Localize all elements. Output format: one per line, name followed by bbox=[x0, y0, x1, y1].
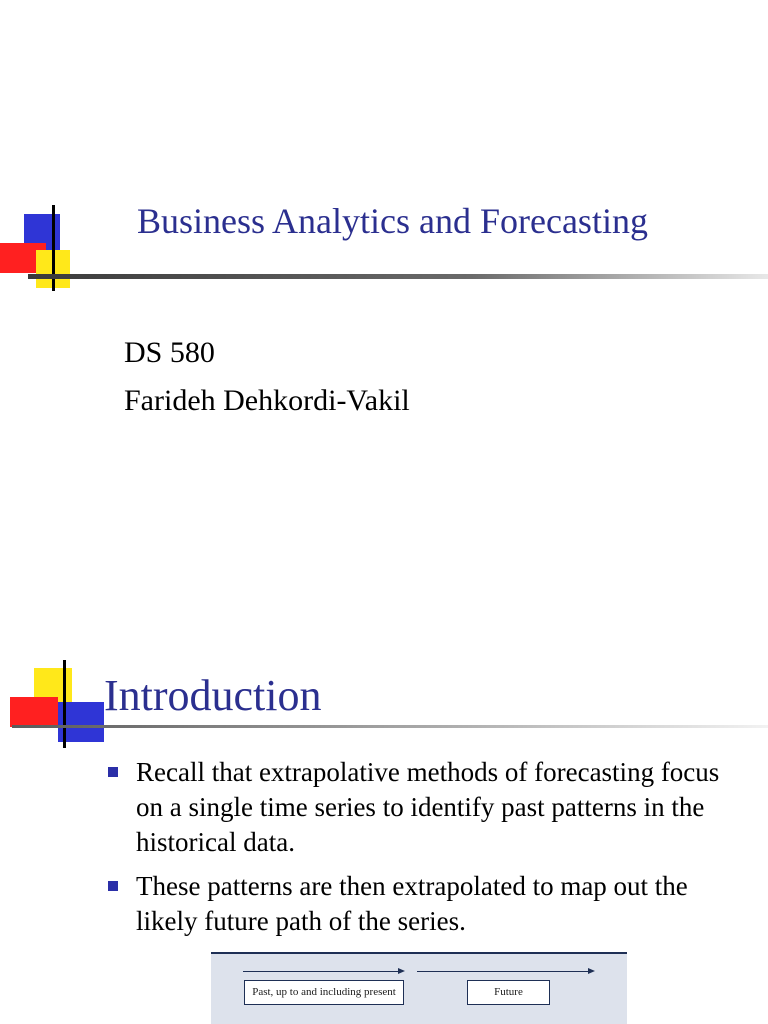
bullet-text: These patterns are then extrapolated to map out the likely future path of the series. bbox=[136, 871, 688, 936]
future-arrow bbox=[417, 971, 589, 972]
timeline-diagram bbox=[211, 952, 627, 1024]
past-arrow bbox=[243, 971, 399, 972]
title-underline bbox=[12, 725, 768, 728]
square-bullet-icon bbox=[108, 767, 118, 777]
intro-slide bbox=[0, 640, 768, 1024]
slide-title: Introduction bbox=[104, 671, 322, 720]
vertical-line bbox=[63, 660, 66, 748]
author-name: Farideh Dehkordi-Vakil bbox=[124, 384, 410, 417]
bullet-list bbox=[104, 755, 724, 948]
past-box: Past, up to and including present bbox=[244, 980, 404, 1005]
title-underline bbox=[28, 274, 768, 279]
bullet-text: Recall that extrapolative methods of forecasting focus on a single time series to identify past patterns in the historical data. bbox=[136, 757, 720, 857]
slide-title: Business Analytics and Forecasting bbox=[137, 201, 648, 241]
square-bullet-icon bbox=[108, 881, 118, 891]
corner-block-graphic bbox=[0, 200, 100, 295]
list-item bbox=[104, 869, 724, 939]
future-box: Future bbox=[467, 980, 550, 1005]
red-square bbox=[10, 697, 58, 727]
corner-block-graphic bbox=[0, 660, 110, 755]
list-item bbox=[104, 755, 724, 860]
course-code: DS 580 bbox=[124, 336, 215, 369]
